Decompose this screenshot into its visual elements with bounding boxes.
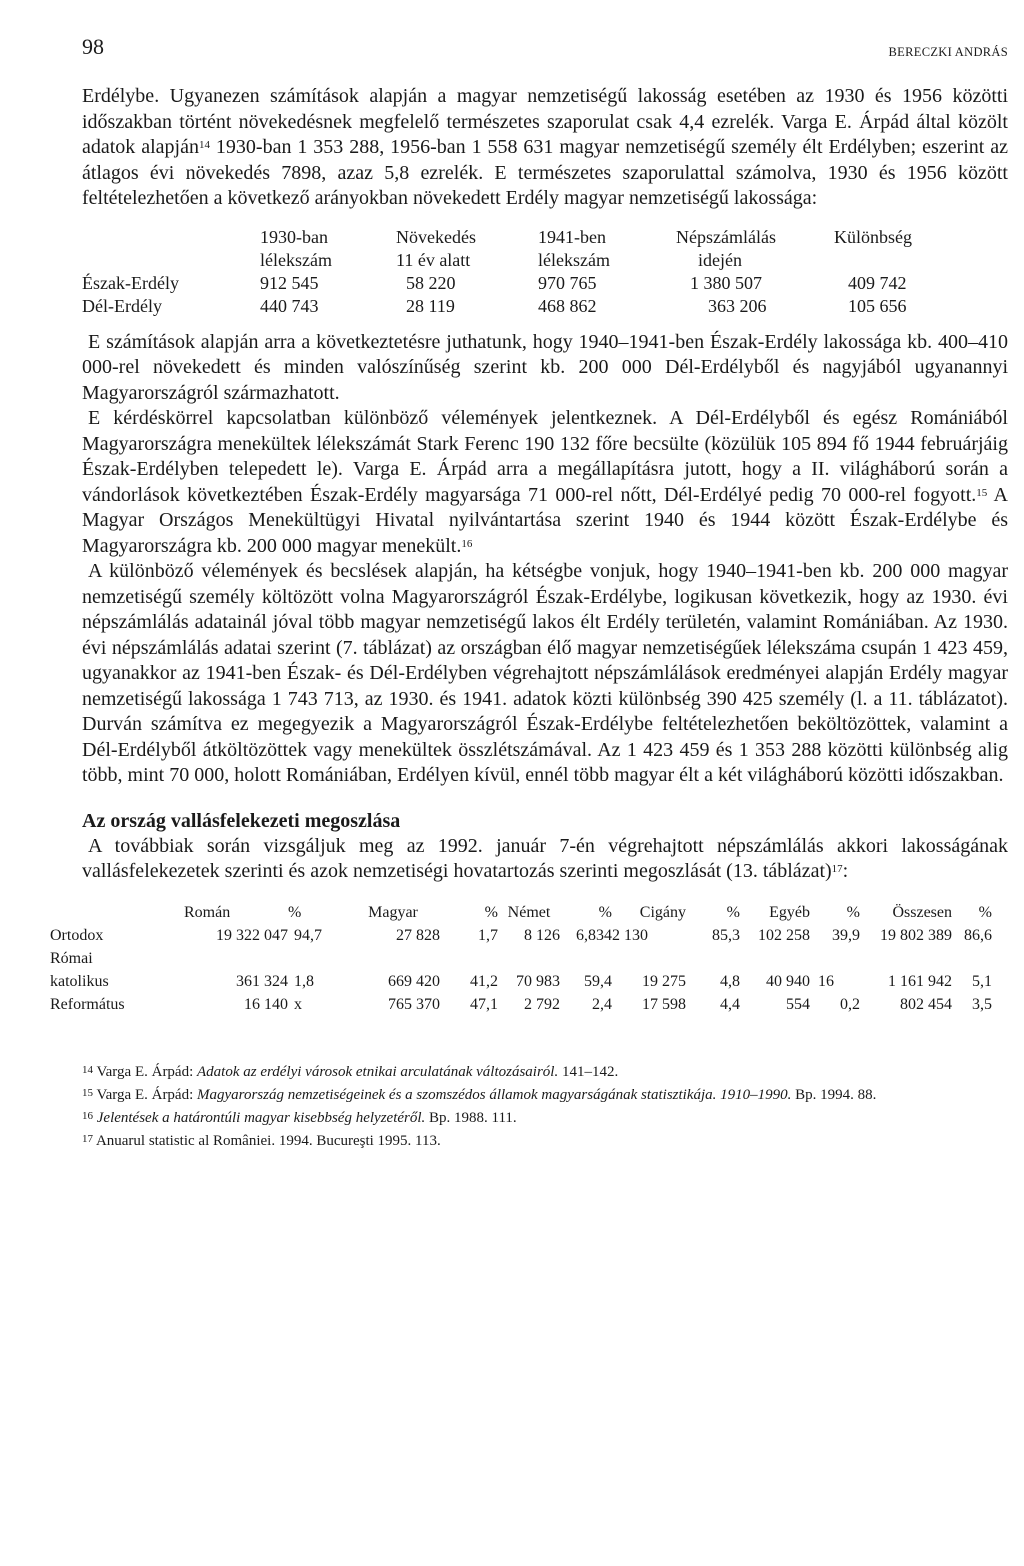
- table-cell: 554: [786, 995, 810, 1013]
- table-cell: 16: [818, 972, 834, 990]
- table-row: [82, 272, 912, 295]
- paragraph-5-text: A továbbiak során vizsgáljuk meg az 1992. január 7-én végrehajtott népszámlálás akkori lakosságának vallásfelekezetek szerinti és azok nemzetiségi hovatartozás szerinti megoszlását (13. táblázat): [82, 834, 1008, 882]
- footnote-ref-14: 14: [198, 139, 210, 151]
- col-header: Magyar: [368, 903, 418, 921]
- table-cell: 41,2: [470, 972, 498, 990]
- footnote-text: Bp. 1994. 88.: [791, 1086, 877, 1103]
- row-label: Református: [50, 995, 125, 1013]
- table-cell: 468 862: [538, 295, 597, 316]
- table-cell: 440 743: [260, 295, 319, 316]
- footnote-16: [82, 1108, 1008, 1129]
- col-header: 11 év alatt: [396, 249, 471, 270]
- table-cell: 802 454: [900, 995, 952, 1013]
- footnote-ref-17: 17: [831, 863, 843, 875]
- section-heading: Az ország vallásfelekezeti megoszlása: [82, 809, 401, 832]
- table-cell: 2,4: [592, 995, 612, 1013]
- footnote-text: Varga E. Árpád:: [96, 1086, 198, 1103]
- table-cell: 85,3: [712, 926, 740, 944]
- table-cell: 59,4: [584, 972, 612, 990]
- col-header: %: [846, 903, 860, 921]
- table-cell: 2 792: [524, 995, 560, 1013]
- footnote-title: Adatok az erdélyi városok etnikai arculatának változásairól.: [197, 1063, 559, 1080]
- table-cell: 17 598: [642, 995, 686, 1013]
- footnote-title: Magyarország nemzetiségeinek és a szomszédos államok magyarságának statisztikája. 1910–1990.: [197, 1086, 792, 1103]
- table-row: [50, 924, 992, 947]
- col-header: Cigány: [639, 903, 686, 921]
- row-label: Római: [50, 949, 93, 967]
- col-header: Növekedés: [396, 226, 476, 247]
- table-cell: 105 656: [848, 295, 907, 316]
- table-cell: 19 802 389: [880, 926, 952, 944]
- table-cell: 27 828: [396, 926, 440, 944]
- footnote-text: 141–142.: [558, 1063, 619, 1080]
- footnote-ref-15: 15: [976, 486, 988, 499]
- table-cell: 39,9: [832, 926, 860, 944]
- footnote-number: 15: [82, 1086, 93, 1099]
- table-cell: 94,7: [294, 926, 322, 944]
- table-header-row: [50, 901, 992, 924]
- table-cell: 19 275: [642, 972, 686, 990]
- col-header: lélekszám: [260, 249, 332, 270]
- religion-table: [50, 901, 992, 1016]
- col-header: Román: [184, 903, 231, 921]
- table-cell: 1,8: [294, 972, 314, 990]
- footnote-15: [82, 1085, 1008, 1106]
- paragraph-4: A különböző vélemények és becslések alapján, ha kétségbe vonjuk, hogy 1940–1941-ben kb. 200 000 magyar nemzetiségű személy költözött volna Magyarországról Észak-Erdélybe, logikusan következik, hogy az 1930. évi népszámlálás adatainál jóval több magyar nemzetiségű lakos élt Erdély területén, valamint Romániában. Az 1930. évi népszámlálás adatai szerint (7. táblázat) az országban élő magyar nemzetiségűek lélekszáma csupán 1 423 459, ugyanakkor az 1941-ben Észak- és Dél-Erdélyben végrehajtott népszámlálások eredményei alapján Erdély magyar nemzetiségű lakossága 1 743 713, az 1930. és 1941. adatok közti különbség 390 425 személy (l. a 11. táblázatot). Durván számítva ez megegyezik a Magyarországról Észak-Erdélybe feltételezhetően beköltözöttek, valamint a Dél-Erdélyből átköltözöttek vagy menekültek összlétszámával. Az 1 423 459 és 1 353 288 közötti különbség alig több, mint 70 000, holott Romániában, Erdélyen kívül, ennél több magyar élt a két világháború közötti időszakban.: [82, 560, 1008, 786]
- paragraph-5-text-b: :: [842, 860, 849, 882]
- paragraph-3-text-b: A Magyar Országos Menekültügyi Hivatal nyilvántartása szerint 1940 és 1944 között Észak-Erdélybe és Magyarországra kb. 200 000 magyar menekült.: [82, 483, 1008, 557]
- table-cell: 1 380 507: [690, 272, 762, 293]
- row-label: Dél-Erdély: [82, 295, 162, 316]
- col-header: 1941-ben: [538, 226, 606, 247]
- col-header: %: [726, 903, 740, 921]
- table-row: [82, 295, 912, 318]
- col-header: %: [598, 903, 612, 921]
- table-row: [50, 970, 992, 993]
- table-cell: 102 258: [758, 926, 810, 944]
- table-cell: 970 765: [538, 272, 597, 293]
- row-label: Észak-Erdély: [82, 272, 179, 293]
- footnote-text: Anuarul statistic al României. 1994. Bucureşti 1995. 113.: [95, 1132, 441, 1149]
- footnote-14: [82, 1062, 1008, 1083]
- table-cell: 47,1: [470, 995, 498, 1013]
- running-head: BERECZKI ANDRÁS: [888, 45, 1008, 59]
- col-header: Népszámlálás: [676, 226, 776, 247]
- table-cell: 5,1: [972, 972, 992, 990]
- table-cell: 0,2: [840, 995, 860, 1013]
- col-header: %: [978, 903, 992, 921]
- population-growth-table: [82, 226, 912, 318]
- footnote-17: [82, 1131, 1008, 1152]
- col-header: %: [484, 903, 498, 921]
- footnote-text: Bp. 1988. 111.: [425, 1109, 517, 1126]
- paragraph-1: [82, 84, 1008, 212]
- table-row: [50, 993, 992, 1016]
- table-cell: 4,4: [720, 995, 740, 1013]
- row-label: katolikus: [50, 972, 109, 990]
- table-cell: 86,6: [964, 926, 992, 944]
- paragraph-3-text: E kérdéskörrel kapcsolatban különböző vélemények jelentkeznek. A Dél-Erdélyből és egész Romániából Magyarországra menekültek lélekszámát Stark Ferenc 190 132 főre becsülte (közülük 105 894 fő 1944 februárjáig Észak-Erdélyben telepedett le). Varga E. Árpád arra a megállapításra jutott, hogy a II. világháború során a vándorlások következtében Észak-Erdély magyarsága 71 000-rel nőtt, Dél-Erdélyé pedig 70 000-rel fogyott.: [82, 407, 1008, 506]
- page: [50, 28, 1008, 1154]
- table-cell: 28 119: [406, 295, 455, 316]
- table-header-row: [82, 249, 912, 272]
- table-cell: 1 161 942: [888, 972, 952, 990]
- table-cell: 4,8: [720, 972, 740, 990]
- col-header: Német: [507, 903, 551, 921]
- table-cell: 669 420: [388, 972, 440, 990]
- footnote-ref-16: 16: [461, 537, 473, 550]
- table-cell: 3,5: [972, 995, 992, 1013]
- table-cell: 765 370: [388, 995, 440, 1013]
- col-header: 1930-ban: [260, 226, 328, 247]
- table-cell: 363 206: [708, 295, 767, 316]
- table-cell: 58 220: [406, 272, 456, 293]
- table-row: [50, 947, 992, 970]
- table-cell: x: [294, 995, 302, 1013]
- table-cell: 6,834: [576, 926, 612, 944]
- table-cell: 19 322 047: [216, 926, 288, 944]
- table-cell: 1,7: [478, 926, 498, 944]
- paragraph-3: [82, 406, 1008, 559]
- table-cell: 2 130: [612, 926, 648, 944]
- table-cell: 70 983: [516, 972, 560, 990]
- col-header: Különbség: [834, 226, 912, 247]
- footnote-number: 16: [82, 1109, 93, 1122]
- col-header: Összesen: [892, 903, 952, 921]
- table-cell: 8 126: [524, 926, 560, 944]
- col-header: lélekszám: [538, 249, 610, 270]
- table-header-row: [82, 226, 912, 249]
- paragraph-2: E számítások alapján arra a következtetésre juthatunk, hogy 1940–1941-ben Észak-Erdély lakossága kb. 400–410 000-rel növekedett és minden valószínűség szerint kb. 200 000 Dél-Erdélyből és nagyjából ugyanannyi Magyarországról származhatott.: [82, 330, 1008, 404]
- footnotes: [82, 1062, 1008, 1152]
- page-header: [82, 28, 1008, 60]
- col-header: idején: [698, 249, 742, 270]
- table-cell: 912 545: [260, 272, 319, 293]
- paragraph-1-text-b: 1930-ban 1 353 288, 1956-ban 1 558 631 magyar nemzetiségű személy élt Erdélyben; eszerint az átlagos évi növekedés 7898, azaz 5,8 ezrelék. E természetes szaporulattal számolva, 1930 és 1956 között feltételezhetően a következő arányokban növekedett Erdély magyar nemzetiségű lakossága:: [82, 136, 1008, 209]
- footnote-number: 17: [82, 1132, 93, 1145]
- footnote-number: 14: [82, 1063, 93, 1076]
- table-cell: 40 940: [766, 972, 810, 990]
- row-label: Ortodox: [50, 926, 104, 944]
- paragraph-1-text: Erdélybe. Ugyanezen számítások alapján a magyar nemzetiségű lakosság esetében az 1930 és 1956 közötti időszakban történt növekedésnek megfelelő természetes szaporulat csak 4,4 ezrelék. Varga E. Árpád által közölt adatok alapján: [82, 85, 1008, 158]
- footnote-text: Varga E. Árpád:: [96, 1063, 198, 1080]
- table-cell: 409 742: [848, 272, 907, 293]
- body-text: [50, 84, 1008, 1016]
- table-cell: 16 140: [244, 995, 288, 1013]
- footnote-title: Jelentések a határontúli magyar kisebbség helyzetéről.: [96, 1109, 426, 1126]
- col-header: Egyéb: [769, 903, 810, 921]
- col-header: %: [288, 903, 302, 921]
- paragraph-5: [82, 834, 1008, 885]
- page-number: 98: [82, 34, 104, 59]
- table-cell: 361 324: [236, 972, 288, 990]
